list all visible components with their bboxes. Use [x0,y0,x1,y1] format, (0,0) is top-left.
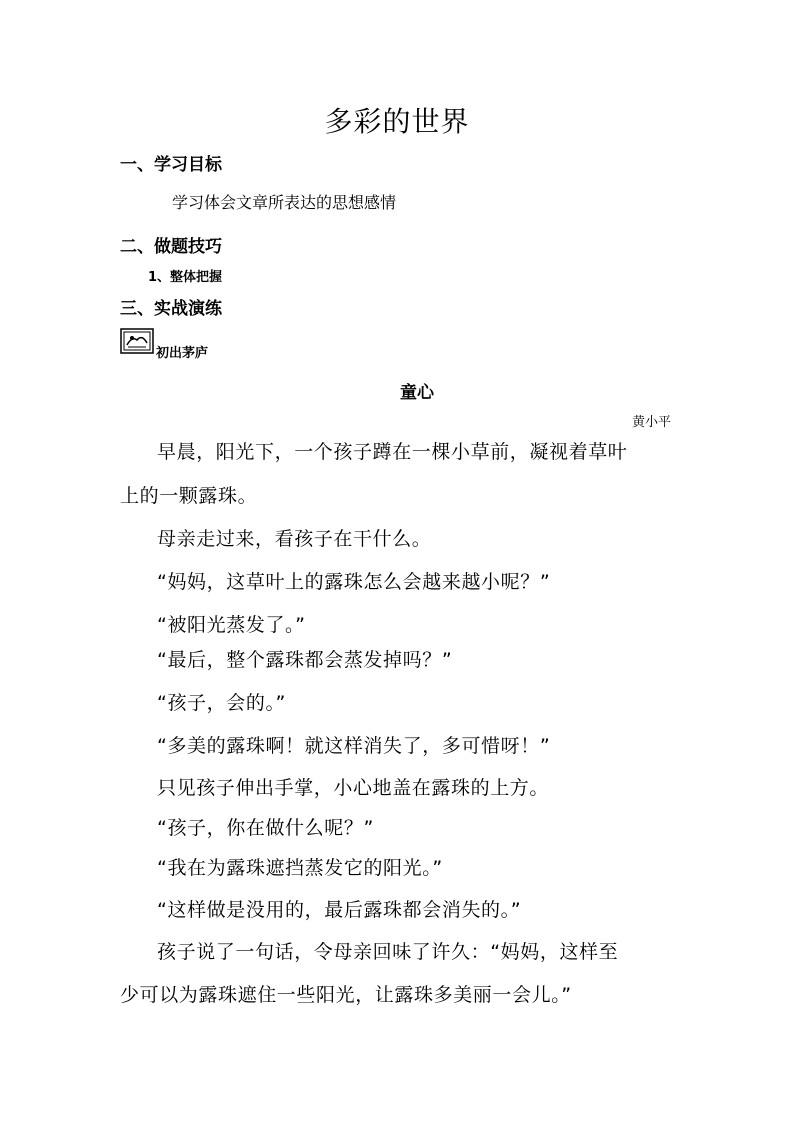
story-line: 母亲走过来，看孩子在干什么。 [157,528,432,550]
story-line: “这样做是没用的，最后露珠都会消失的。” [157,899,522,921]
story-line: “妈妈，这草叶上的露珠怎么会越来越小呢？” [157,571,551,593]
practice-subheading: 初出茅庐 [156,346,209,361]
story-line: “孩子，你在做什么呢？” [157,817,374,839]
story-line: “最后，整个露珠都会蒸发掉吗？” [157,649,453,671]
book-icon [120,328,154,354]
story-line: “被阳光蒸发了。” [157,614,306,636]
section-heading-tips: 二、做题技巧 [120,237,222,257]
section-heading-goals: 一、学习目标 [120,155,222,175]
section-heading-practice: 三、实战演练 [120,299,222,319]
page-title: 多彩的世界 [324,105,470,138]
story-line: 孩子说了一句话，令母亲回味了许久：“妈妈，这样至 [157,941,619,963]
story-line: 上的一颗露珠。 [120,485,258,507]
story-title: 童心 [400,383,434,403]
story-line: 少可以为露珠遮住一些阳光，让露珠多美丽一会儿。” [120,984,572,1006]
story-author: 黄小平 [632,415,672,430]
story-line: “我在为露珠遮挡蒸发它的阳光。” [157,857,443,879]
goals-text: 学习体会文章所表达的思想感情 [172,193,397,212]
tips-item: 1、整体把握 [148,270,223,285]
story-line: “孩子，会的。” [157,692,286,714]
story-line: “多美的露珠啊！就这样消失了，多可惜呀！” [157,735,551,757]
story-line: 只见孩子伸出手掌，小心地盖在露珠的上方。 [157,777,550,799]
story-line: 早晨，阳光下，一个孩子蹲在一棵小草前，凝视着草叶 [157,441,628,463]
